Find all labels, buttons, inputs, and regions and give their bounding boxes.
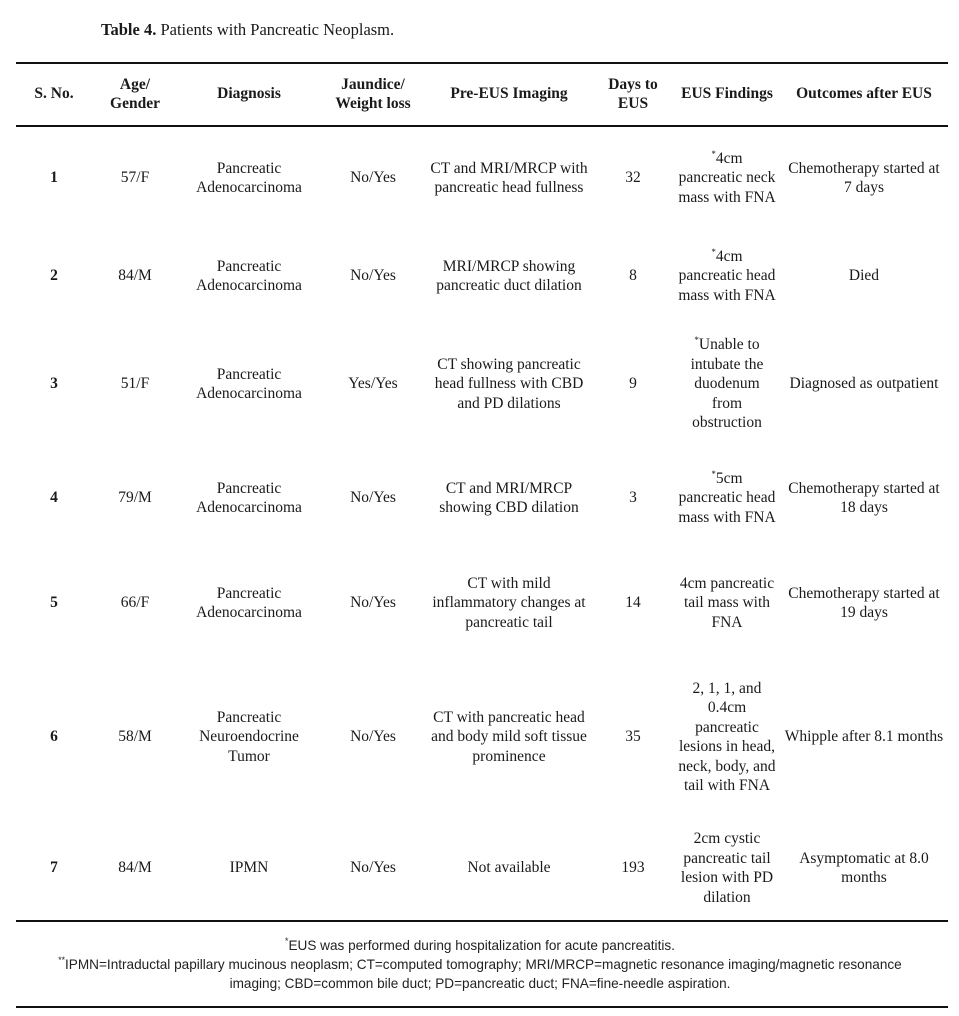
- header-age-gender: Age/ Gender: [110, 76, 160, 112]
- patients-table: [16, 64, 948, 919]
- cell-jaundice-weight: No/Yes: [350, 859, 396, 877]
- cell-outcome: Died: [848, 267, 880, 285]
- cell-age-gender: 84/M: [118, 859, 152, 877]
- cell-sno: 7: [50, 859, 58, 877]
- cell-days: 3: [629, 489, 637, 507]
- cell-diagnosis: Pancreatic Neuroendocrine Tumor: [199, 708, 299, 765]
- cell-findings: [674, 321, 780, 447]
- cell-findings: [674, 549, 780, 657]
- cell-outcome: Diagnosed as outpatient: [789, 375, 939, 393]
- header-jaundice-weight: Jaundice/ Weight loss: [335, 76, 411, 112]
- footnote-1: [53, 936, 907, 955]
- cell-days: 14: [625, 594, 641, 612]
- findings-text: 2, 1, 1, and 0.4cm pancreatic lesions in head, neck, body, and tail with FNA: [678, 679, 776, 794]
- table-body-end-rule: [16, 920, 948, 922]
- table-footnotes: [53, 936, 907, 993]
- cell-age-gender: 79/M: [118, 489, 152, 507]
- header-findings: EUS Findings: [681, 85, 773, 103]
- footnote-mark: *: [694, 335, 699, 346]
- cell-imaging: Not available: [467, 859, 551, 877]
- caption-label: Table 4.: [101, 20, 157, 39]
- cell-age-gender: 58/M: [118, 728, 152, 746]
- header-sno: S. No.: [34, 85, 74, 103]
- cell-days: 32: [625, 169, 641, 187]
- cell-findings: [674, 231, 780, 321]
- cell-days: 193: [621, 859, 645, 877]
- findings-text: 4cm pancreatic tail mass with FNA: [679, 574, 775, 631]
- cell-outcome: Whipple after 8.1 months: [784, 728, 944, 746]
- cell-sno: 1: [50, 169, 58, 187]
- cell-outcome: Chemotherapy started at 18 days: [788, 479, 940, 516]
- table-row: [16, 549, 948, 657]
- cell-jaundice-weight: No/Yes: [350, 267, 396, 285]
- cell-imaging: CT with pancreatic head and body mild soft tissue prominence: [431, 708, 587, 765]
- caption-title: Patients with Pancreatic Neoplasm.: [160, 20, 395, 39]
- cell-age-gender: 66/F: [120, 594, 150, 612]
- cell-age-gender: 51/F: [120, 375, 150, 393]
- cell-findings: [674, 657, 780, 817]
- footnote-2-text: IPMN=Intraductal papillary mucinous neoplasm; CT=computed tomography; MRI/MRCP=magnetic resonance imaging/magnetic resonance imaging; CBD=common bile duct; PD=pancreatic duct; FNA=fine-needle aspiration.: [65, 956, 902, 991]
- cell-age-gender: 84/M: [118, 267, 152, 285]
- cell-outcome: Chemotherapy started at 19 days: [788, 584, 940, 621]
- footnote-1-text: EUS was performed during hospitalization for acute pancreatitis.: [288, 937, 675, 953]
- cell-days: 9: [629, 375, 637, 393]
- cell-sno: 5: [50, 594, 58, 612]
- header-days: Days to EUS: [608, 76, 658, 112]
- cell-diagnosis: Pancreatic Adenocarcinoma: [196, 257, 302, 294]
- table-header-row: [16, 64, 948, 125]
- cell-age-gender: 57/F: [120, 169, 150, 187]
- cell-diagnosis: Pancreatic Adenocarcinoma: [196, 365, 302, 402]
- cell-findings: [674, 125, 780, 231]
- cell-diagnosis: IPMN: [229, 859, 269, 877]
- footnote-mark: *: [711, 148, 716, 159]
- cell-findings: [674, 447, 780, 549]
- cell-jaundice-weight: Yes/Yes: [348, 375, 398, 393]
- cell-sno: 3: [50, 375, 58, 393]
- footnote-mark: *: [711, 468, 716, 479]
- header-outcome: Outcomes after EUS: [796, 85, 932, 103]
- cell-outcome: Asymptomatic at 8.0 months: [799, 849, 929, 886]
- table-row: [16, 817, 948, 919]
- cell-imaging: MRI/MRCP showing pancreatic duct dilation: [436, 257, 582, 294]
- table-row: [16, 657, 948, 817]
- header-imaging: Pre-EUS Imaging: [450, 85, 568, 103]
- cell-imaging: CT showing pancreatic head fullness with CBD and PD dilations: [434, 355, 584, 412]
- cell-sno: 2: [50, 267, 58, 285]
- table-row: [16, 125, 948, 231]
- table-bottom-rule: [16, 1006, 948, 1008]
- findings-text: Unable to intubate the duodenum from obstruction: [690, 336, 764, 432]
- cell-days: 8: [629, 267, 637, 285]
- cell-outcome: Chemotherapy started at 7 days: [788, 159, 940, 196]
- header-diagnosis: Diagnosis: [217, 85, 281, 103]
- cell-findings: [674, 817, 780, 919]
- cell-sno: 4: [50, 489, 58, 507]
- cell-jaundice-weight: No/Yes: [350, 489, 396, 507]
- cell-imaging: CT with mild inflammatory changes at pancreatic tail: [432, 574, 586, 631]
- cell-jaundice-weight: No/Yes: [350, 169, 396, 187]
- table-row: [16, 231, 948, 321]
- table-caption: [101, 20, 394, 40]
- findings-text: 2cm cystic pancreatic tail lesion with PD dilation: [680, 830, 774, 906]
- cell-diagnosis: Pancreatic Adenocarcinoma: [196, 159, 302, 196]
- cell-jaundice-weight: No/Yes: [350, 594, 396, 612]
- footnote-1-mark: *: [285, 936, 289, 946]
- table-row: [16, 447, 948, 549]
- cell-diagnosis: Pancreatic Adenocarcinoma: [196, 479, 302, 516]
- findings-text: 5cm pancreatic head mass with FNA: [678, 469, 776, 526]
- footnote-mark: *: [711, 246, 716, 257]
- table-row: [16, 321, 948, 447]
- cell-sno: 6: [50, 728, 58, 746]
- footnote-2: [53, 955, 907, 993]
- cell-diagnosis: Pancreatic Adenocarcinoma: [196, 584, 302, 621]
- cell-jaundice-weight: No/Yes: [350, 728, 396, 746]
- cell-imaging: CT and MRI/MRCP with pancreatic head fullness: [430, 159, 588, 196]
- findings-text: 4cm pancreatic head mass with FNA: [678, 247, 776, 304]
- footnote-2-mark: **: [58, 955, 66, 965]
- cell-days: 35: [625, 728, 641, 746]
- cell-imaging: CT and MRI/MRCP showing CBD dilation: [439, 479, 579, 516]
- findings-text: 4cm pancreatic neck mass with FNA: [678, 149, 776, 206]
